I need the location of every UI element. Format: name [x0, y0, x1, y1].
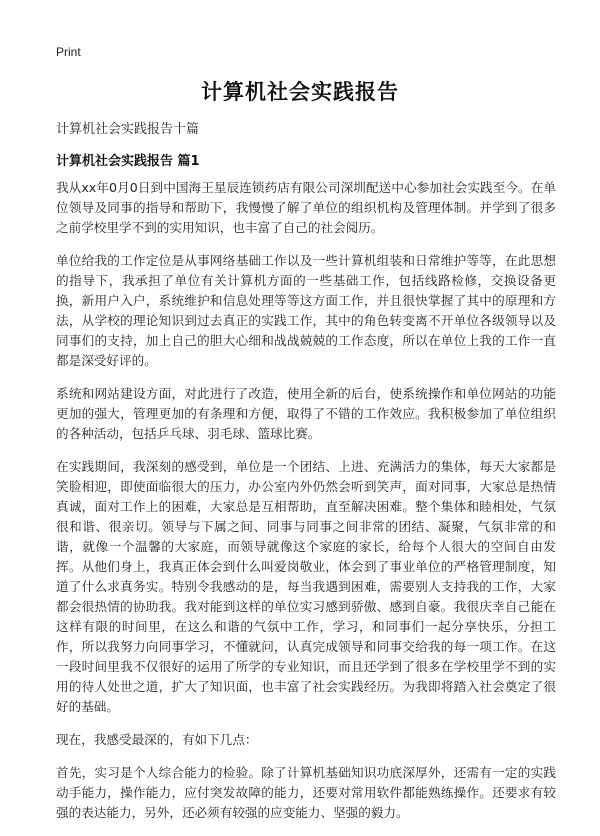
paragraph-3: 系统和网站建设方面，对此进行了改造，使用全新的后台，使系统操作和单位网站的功能更加的强大，管理更加的有条理和方便，取得了不错的工作效应。我积极参加了单位组织的各种活动，包括乒乓球、羽毛球、篮球比赛。: [56, 386, 556, 441]
report-body: [56, 178, 556, 836]
document-subtitle: 计算机社会实践报告十篇: [56, 122, 200, 137]
paragraph-1: 我从xx年0月0日到中国海王星辰连锁药店有限公司深圳配送中心参加社会实践至今。在单位领导及同事的指导和帮助下，我慢慢了解了单位的组织机构及管理体制。并学到了很多之前学校里学不到的实用知识，也丰富了自己的社会阅历。: [56, 180, 556, 235]
paragraph-6: 首先，实习是个人综合能力的检验。除了计算机基础知识功底深厚外，还需有一定的实践动手能力，操作能力，应付突发故障的能力，还要对常用软件都能熟练操作。还要求有较强的表达能力，另外，还必须有较强的应变能力、坚强的毅力。: [56, 765, 556, 820]
paragraph-5: 现在，我感受最深的，有如下几点：: [56, 732, 258, 747]
paragraph-2: 单位给我的工作定位是从事网络基础工作以及一些计算机组装和日常维护等等，在此思想的指导下，我承担了单位有关计算机方面的一些基础工作，包括线路检修，交换设备更换，新用户入户，系统维护和信息处理等等这方面工作，并且很快掌握了其中的原理和方法，从学校的理论知识到过去真正的实践工作，其中的角色转变离不开单位各级领导以及同事们的支持，加上自己的胆大心细和战战兢兢的工作态度，所以在单位上我的工作一直都是深受好评的。: [56, 253, 556, 368]
paragraph-4: 在实践期间，我深刻的感受到，单位是一个团结、上进、充满活力的集体，每天大家都是笑脸相迎，即使面临很大的压力，办公室内外仍然会听到笑声，面对同事，大家总是热情真诚，面对工作上的困难，大家总是互相帮助，直至解决困难。整个集体和睦相处，气氛很和谐、很亲切。领导与下属之间、同事与同事之间非常的团结、凝聚，气氛非常的和谐，就像一个温馨的大家庭，而领导就像这个家庭的家长，给每个人很大的空间自由发挥。从他们身上，我真正体会到什么叫爱岗敬业，体会到了事业单位的严格管理制度，知道了什么求真务实。特别令我感动的是，每当我遇到困难，需要别人支持我的工作，大家都会很热情的协助我。我对能到这样的单位实习感到骄傲、感到自豪。我很庆幸自己能在这样有限的时间里，在这么和谐的气氛中工作，学习，和同事们一起分享快乐，分担工作，所以我努力向同事学习，不懂就问，认真完成领导和同事交给我的每一项工作。在这一段时间里我不仅很好的运用了所学的专业知识，而且还学到了很多在学校里学不到的实用的待人处世之道，扩大了知识面，也丰富了社会实践经历。为我即将踏入社会奠定了很好的基础。: [56, 459, 556, 714]
section-heading: 计算机社会实践报告 篇1: [56, 154, 200, 169]
print-link[interactable]: Print: [56, 45, 81, 59]
document-title: 计算机社会实践报告: [201, 80, 399, 104]
